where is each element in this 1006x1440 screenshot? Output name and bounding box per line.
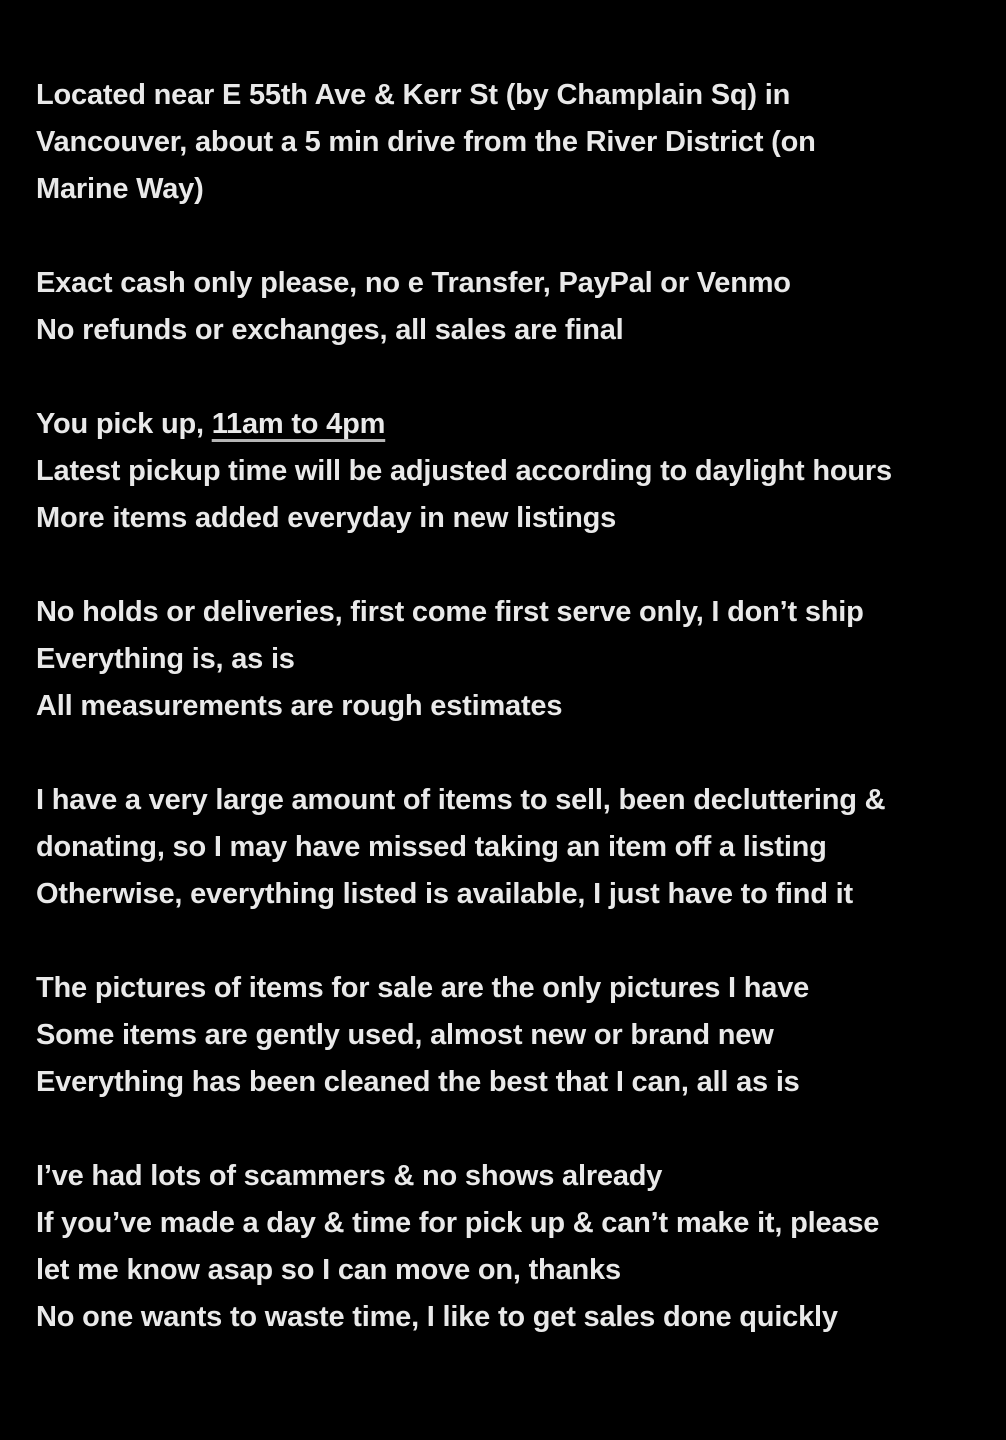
text-line: [36, 1153, 976, 1200]
text-line: [36, 589, 976, 636]
text-segment: No one wants to waste time, I like to get sales done quickly: [36, 1301, 838, 1333]
paragraph: [36, 1153, 976, 1341]
underlined-text: 11am to 4pm: [211, 408, 386, 440]
text-segment: More items added everyday in new listings: [36, 502, 617, 534]
text-segment: The pictures of items for sale are the only pictures I have: [36, 972, 810, 1004]
text-line: [36, 1294, 976, 1341]
text-segment: Located near E 55th Ave & Kerr St (by Champlain Sq) in: [36, 79, 791, 111]
paragraph: [36, 589, 976, 730]
text-segment: All measurements are rough estimates: [36, 690, 563, 722]
text-line: [36, 1012, 976, 1059]
text-segment: donating, so I may have missed taking an item off a listing: [36, 831, 827, 863]
text-line: [36, 401, 976, 448]
text-line: [36, 824, 976, 871]
paragraph: [36, 777, 976, 918]
text-segment: No refunds or exchanges, all sales are final: [36, 314, 624, 346]
text-line: [36, 636, 976, 683]
paragraph: [36, 401, 976, 542]
text-line: [36, 495, 976, 542]
paragraph: [36, 260, 976, 354]
text-line: [36, 965, 976, 1012]
text-segment: Some items are gently used, almost new or brand new: [36, 1019, 774, 1051]
text-segment: I’ve had lots of scammers & no shows already: [36, 1160, 663, 1192]
text-line: [36, 1200, 976, 1247]
text-segment: You pick up,: [36, 408, 212, 440]
text-segment: Vancouver, about a 5 min drive from the River District (on: [36, 126, 816, 158]
text-line: [36, 72, 976, 119]
text-line: [36, 260, 976, 307]
text-line: [36, 683, 976, 730]
text-segment: Latest pickup time will be adjusted according to daylight hours: [36, 455, 892, 487]
text-line: [36, 448, 976, 495]
text-segment: Everything is, as is: [36, 643, 295, 675]
paragraph: [36, 965, 976, 1106]
text-line: [36, 119, 976, 166]
text-segment: If you’ve made a day & time for pick up & can’t make it, please: [36, 1207, 880, 1239]
text-segment: No holds or deliveries, first come first serve only, I don’t ship: [36, 596, 864, 628]
text-segment: Exact cash only please, no e Transfer, PayPal or Venmo: [36, 267, 791, 299]
paragraph: [36, 72, 976, 213]
text-segment: I have a very large amount of items to sell, been decluttering &: [36, 784, 886, 816]
text-segment: let me know asap so I can move on, thanks: [36, 1254, 621, 1286]
text-line: [36, 777, 976, 824]
text-segment: Everything has been cleaned the best that I can, all as is: [36, 1066, 800, 1098]
text-line: [36, 307, 976, 354]
text-segment: Marine Way): [36, 173, 204, 205]
text-segment: Otherwise, everything listed is available, I just have to find it: [36, 878, 853, 910]
text-line: [36, 166, 976, 213]
text-line: [36, 871, 976, 918]
text-line: [36, 1059, 976, 1106]
text-line: [36, 1247, 976, 1294]
